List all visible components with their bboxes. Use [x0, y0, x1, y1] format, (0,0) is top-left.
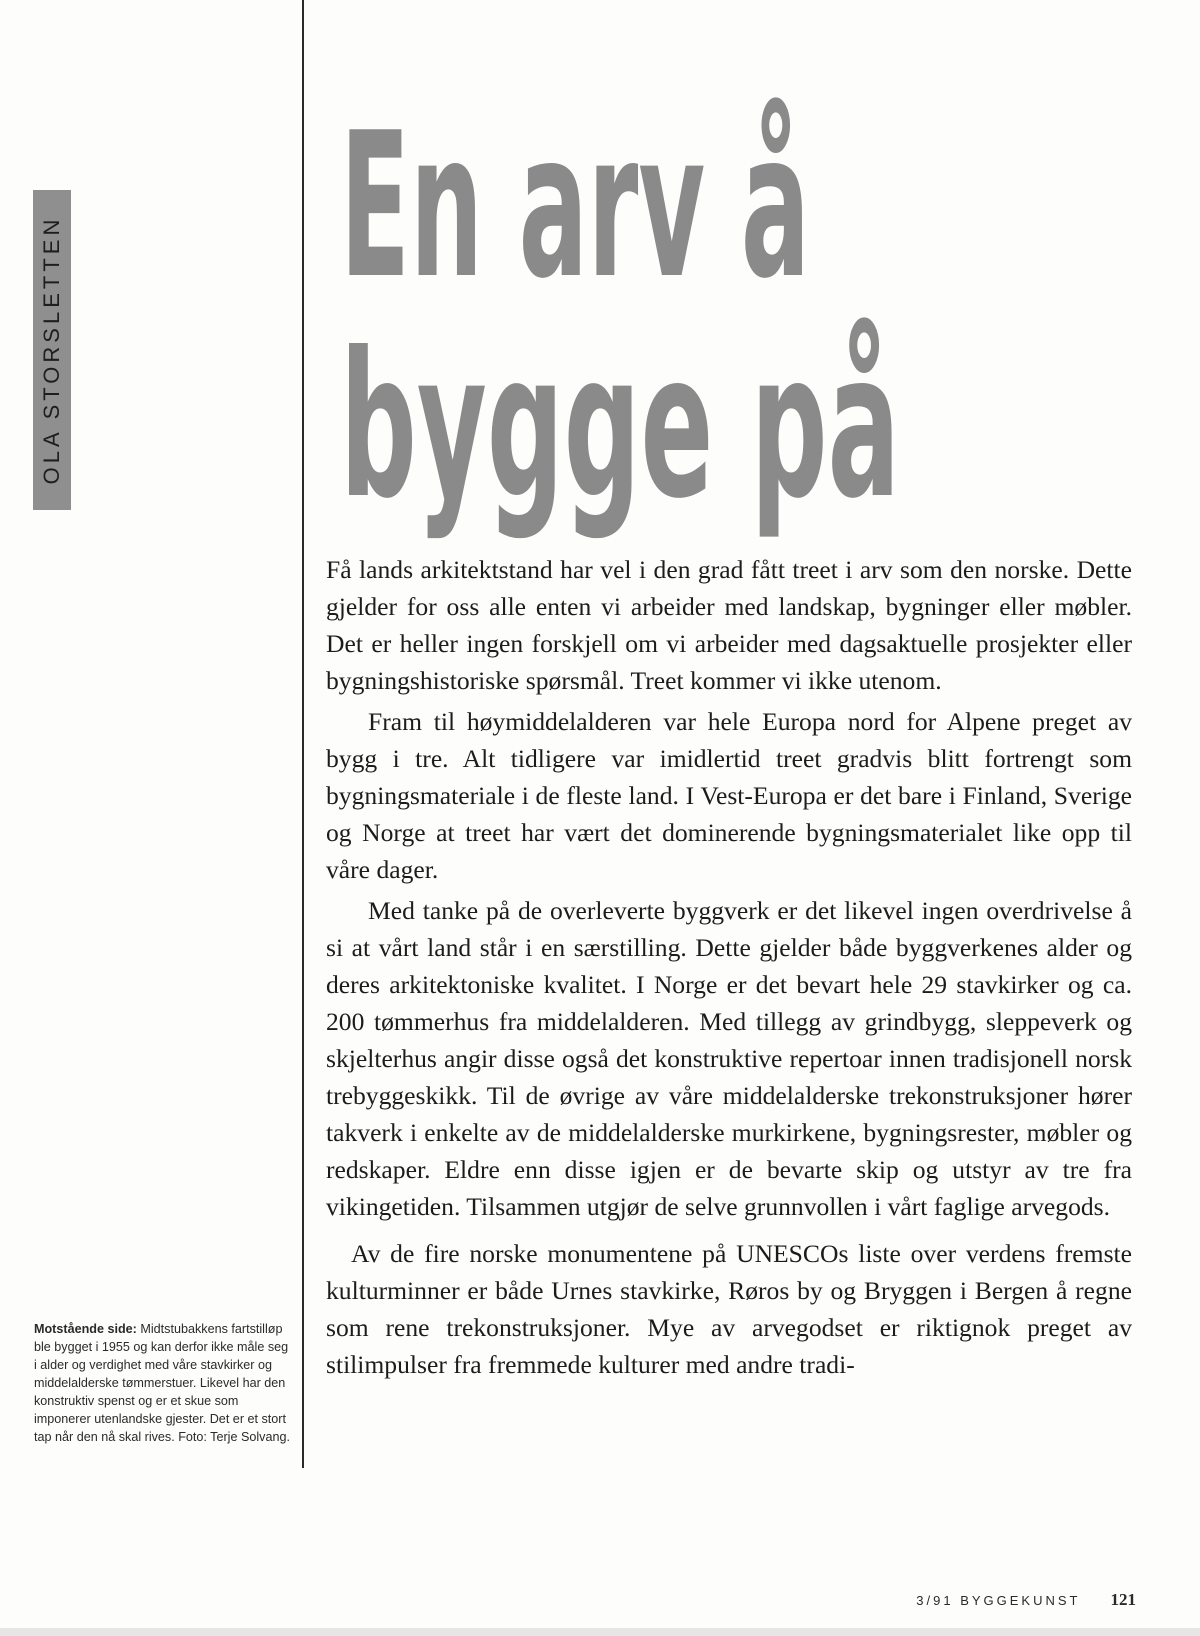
photo-caption: [34, 1320, 292, 1446]
caption-lead: Motstående side:: [34, 1322, 137, 1336]
article-body: [326, 551, 1132, 1387]
paragraph-3: Med tanke på de overleverte byggverk er det likevel ingen overdrivelse å si at vårt land står i en særstilling. Dette gjelder både byggverkenes alder og deres arkitektoniske kvalitet. I Norge er det bevart hele 29 stavkirker og ca. 200 tømmerhus fra middelalderen. Med tillegg av grindbygg, sleppeverk og skjelterhus angir disse også det konstruktive repertoar innen tradisjonell norsk trebyggeskikk. Til de øvrige av våre middelalderske trekonstruksjoner hører takverk i enkelte av de middelalderske murkirkene, bygningsrester, møbler og redskaper. Eldre enn disse igjen er de bevarte skip og utstyr av tre fra vikingetiden. Tilsammen utgjør de selve grunnvollen i vårt faglige arvegods.: [326, 896, 1132, 1221]
page-footer: [916, 1590, 1136, 1610]
paragraph-1: Få lands arkitektstand har vel i den grad fått treet i arv som den norske. Dette gjelder for oss alle enten vi arbeider med landskap, bygninger eller møbler. Det er heller ingen forskjell om vi arbeider med dagsaktuelle prosjekter eller bygningshistoriske spørsmål. Treet kommer vi ikke utenom.: [326, 555, 1132, 695]
author-band: [33, 190, 71, 510]
title-line-2: bygge på: [340, 310, 900, 543]
title-graphic: [340, 90, 980, 543]
column-divider: [302, 0, 304, 1468]
article-title: [340, 90, 980, 543]
page-number: 121: [1110, 1590, 1136, 1609]
page-bottom-edge: [0, 1628, 1200, 1636]
paragraph-4: Av de fire norske monumentene på UNESCOs liste over verdens fremste kulturminner er både Urnes stavkirke, Røros by og Bryggen i Bergen å regne som rene trekonstruksjoner. Mye av arvegodset er riktignok preget av stilimpulser fra fremmede kulturer med andre tradi-: [326, 1239, 1132, 1379]
author-name: OLA STORSLETTEN: [39, 215, 64, 485]
paragraph-2: Fram til høymiddelalderen var hele Europa nord for Alpene preget av bygg i tre. Alt tidligere var imidlertid treet gradvis blitt fortrengt som bygningsmateriale i de fleste land. I Vest-Europa er det bare i Finland, Sverige og Norge at treet har vært det dominerende bygningsmaterialet like opp til våre dager.: [326, 707, 1132, 884]
issue-label: 3/91 BYGGEKUNST: [916, 1593, 1081, 1608]
title-line-1: En arv å: [340, 90, 810, 323]
caption-text: Midtstubakkens fartstilløp ble bygget i 1955 og kan derfor ikke måle seg i alder og verdighet med våre stavkirker og middelalderske tømmerstuer. Likevel har den konstruktiv spenst og er et skue som imponerer utenlandske gjester. Det er et stort tap når den nå skal rives. Foto: Terje Solvang.: [34, 1322, 290, 1444]
